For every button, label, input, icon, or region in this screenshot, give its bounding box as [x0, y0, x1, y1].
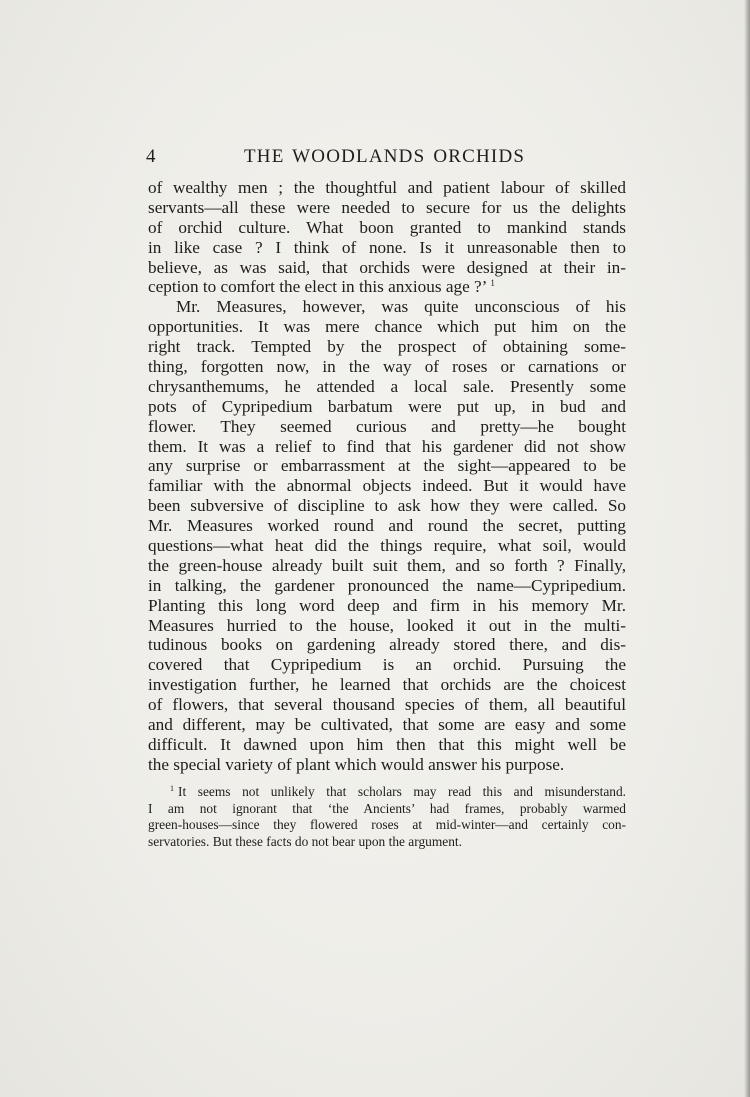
page-edge-shadow — [744, 0, 750, 1097]
text-line: chrysanthemums, he attended a local sale. Presently some — [148, 376, 626, 396]
text-line: of wealthy men ; the thoughtful and patient labour of skilled — [148, 178, 626, 197]
page-header — [146, 146, 626, 172]
text-line: Mr. Measures worked round and round the secret, putting — [148, 516, 626, 536]
text-line: Measures hurried to the house, looked it out in the multi- — [148, 615, 626, 635]
text-line: Planting this long word deep and firm in his memory Mr. — [148, 595, 626, 615]
text-line: pots of Cypripedium barbatum were put up, in bud and — [148, 396, 626, 416]
text-line: covered that Cypripedium is an orchid. Pursuing the — [148, 655, 626, 675]
text-line: and different, may be cultivated, that some are easy and some — [148, 715, 626, 735]
text-line-paragraph-end — [148, 277, 626, 297]
text-line: been subversive of discipline to ask how they were called. So — [148, 496, 626, 516]
page-number: 4 — [146, 146, 156, 167]
text-line: servants—all these were needed to secure for us the delights — [148, 197, 626, 217]
text-line: investigation further, he learned that orchids are the choicest — [148, 675, 626, 695]
footnote-line-content: It seems not unlikely that scholars may read this and misunderstand. — [178, 784, 626, 799]
text-line: opportunities. It was mere chance which put him on the — [148, 317, 626, 337]
text-line: of flowers, that several thousand species of them, all beautiful — [148, 695, 626, 715]
footnote-marker: 1 — [170, 784, 174, 793]
text-line: right track. Tempted by the prospect of obtaining some- — [148, 337, 626, 357]
text-line: them. It was a relief to find that his gardener did not show — [148, 436, 626, 456]
text-line: the green-house already built suit them, and so forth ? Finally, — [148, 555, 626, 575]
running-title: THE WOODLANDS ORCHIDS — [244, 146, 526, 167]
footnote — [148, 784, 626, 850]
body-text — [148, 178, 626, 775]
text-line: of orchid culture. What boon granted to mankind stands — [148, 217, 626, 237]
text-line: in like case ? I think of none. Is it unreasonable then to — [148, 237, 626, 257]
text-line: tudinous books on gardening already stored there, and dis- — [148, 635, 626, 655]
text-line: flower. They seemed curious and pretty—he bought — [148, 416, 626, 436]
footnote-line: green-houses—since they flowered roses at mid-winter—and certainly con- — [148, 817, 626, 832]
footnote-line — [148, 784, 626, 801]
text-line-paragraph-start: Mr. Measures, however, was quite unconscious of his — [176, 297, 626, 317]
text-line: questions—what heat did the things require, what soil, would — [148, 536, 626, 556]
text-line-content: ception to comfort the elect in this anxious age ?’ — [148, 277, 488, 297]
text-line: believe, as was said, that orchids were designed at their in- — [148, 257, 626, 277]
footnote-reference: 1 — [490, 278, 495, 289]
text-line: thing, forgotten now, in the way of roses or carnations or — [148, 357, 626, 377]
footnote-line: servatories. But these facts do not bear upon the argument. — [148, 833, 462, 849]
text-line: difficult. It dawned upon him then that this might well be — [148, 734, 626, 754]
text-line-paragraph-end: the special variety of plant which would answer his purpose. — [148, 754, 565, 774]
text-line: any surprise or embarrassment at the sight—appeared to be — [148, 456, 626, 476]
text-line: in talking, the gardener pronounced the name—Cypripedium. — [148, 575, 626, 595]
text-line: familiar with the abnormal objects indeed. But it would have — [148, 476, 626, 496]
footnote-line: I am not ignorant that ‘the Ancients’ had frames, probably warmed — [148, 800, 626, 816]
